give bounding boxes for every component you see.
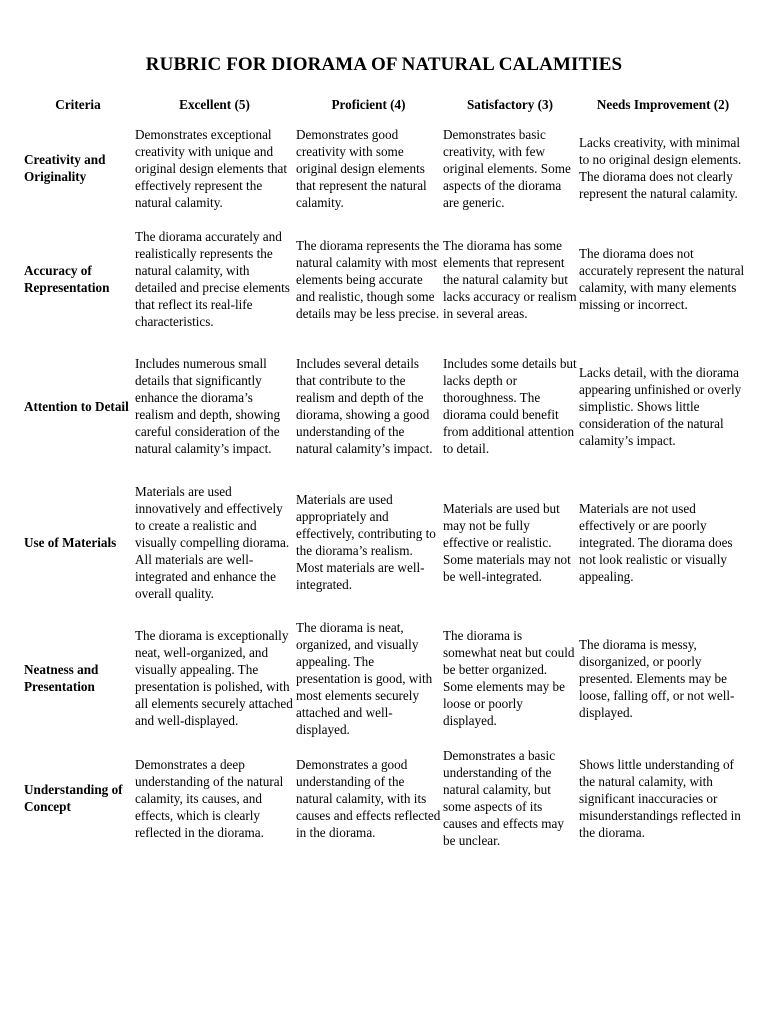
header-proficient: Proficient (4) [331, 96, 406, 112]
table-row [22, 116, 748, 220]
excellent-cell: Materials are used innovatively and effectively to create a realistic and visually compelling diorama. All materials are well-integrated and enhance the overall quality. [135, 483, 290, 601]
proficient-cell: Demonstrates good creativity with some original design elements that represent the natural calamity. [296, 126, 427, 210]
satisfactory-cell: Demonstrates a basic understanding of the natural calamity, but some aspects of its causes and effects may be unclear. [443, 748, 564, 848]
excellent-cell: Demonstrates exceptional creativity with unique and original design elements that effectively represent the natural calamity. [135, 126, 287, 210]
header-excellent: Excellent (5) [179, 96, 250, 112]
table-row [22, 746, 748, 850]
needs-improvement-cell: The diorama does not accurately represent the natural calamity, with many elements missing or incorrect. [579, 246, 745, 312]
header-needs-improvement: Needs Improvement (2) [596, 96, 730, 112]
needs-improvement-cell: Lacks detail, with the diorama appearing unfinished or overly simplistic. Shows little consideration of the natural calamity’s impact. [579, 364, 742, 448]
criteria-cell: Attention to Detail [24, 398, 129, 414]
satisfactory-cell: Demonstrates basic creativity, with few original elements. Some aspects of the diorama are generic. [443, 126, 571, 210]
proficient-cell: Demonstrates a good understanding of the natural calamity, with its causes and effects reflected in the diorama. [296, 756, 441, 840]
table-row [22, 474, 748, 610]
criteria-cell: Neatness and Presentation [24, 662, 99, 694]
excellent-cell: Includes numerous small details that significantly enhance the diorama’s realism and depth, showing careful consideration of the natural calamity’s impact. [135, 356, 281, 456]
table-row [22, 220, 748, 338]
excellent-cell: The diorama is exceptionally neat, well-organized, and visually appealing. The presentation is polished, with all elements securely attached and well-displayed. [135, 628, 293, 728]
excellent-cell: The diorama accurately and realistically represents the natural calamity, with detailed and precise elements that reflect its real-life characteristics. [135, 229, 290, 329]
needs-improvement-cell: Lacks creativity, with minimal to no original design elements. The diorama does not clearly represent the natural calamity. [579, 135, 742, 201]
criteria-cell: Creativity and Originality [24, 152, 106, 184]
proficient-cell: Materials are used appropriately and effectively, contributing to the diorama’s realism. Most materials are well-integrated. [296, 492, 436, 592]
satisfactory-cell: Materials are used but may not be fully effective or realistic. Some materials may not be well-integrated. [443, 500, 571, 584]
rubric-table [22, 92, 748, 850]
satisfactory-cell: Includes some details but lacks depth or thoroughness. The diorama could benefit from additional attention to detail. [443, 356, 577, 456]
criteria-cell: Use of Materials [24, 534, 117, 550]
needs-improvement-cell: Materials are not used effectively or are poorly integrated. The diorama does not look realistic or visually appealing. [579, 500, 733, 584]
satisfactory-cell: The diorama has some elements that represent the natural calamity but lacks accuracy or realism in several areas. [443, 237, 577, 321]
proficient-cell: Includes several details that contribute to the realism and depth of the diorama, showing a good understanding of the natural calamity’s impact. [296, 356, 433, 456]
needs-improvement-cell: The diorama is messy, disorganized, or poorly presented. Elements may be loose, falling off, or not well-displayed. [579, 636, 735, 720]
criteria-cell: Accuracy of Representation [24, 263, 110, 295]
header-criteria: Criteria [55, 96, 101, 112]
header-row [22, 92, 748, 116]
criteria-cell: Understanding of Concept [24, 782, 123, 814]
table-row [22, 338, 748, 474]
satisfactory-cell: The diorama is somewhat neat but could be better organized. Some elements may be loose or poorly displayed. [443, 628, 575, 728]
document-title: RUBRIC FOR DIORAMA OF NATURAL CALAMITIES [145, 54, 623, 75]
proficient-cell: The diorama represents the natural calamity with most elements being accurate and realistic, though some details may be less precise. [296, 237, 440, 321]
proficient-cell: The diorama is neat, organized, and visually appealing. The presentation is good, with most elements securely attached and well-displayed. [296, 619, 433, 737]
excellent-cell: Demonstrates a deep understanding of the natural calamity, its causes, and effects, which is clearly reflected in the diorama. [135, 756, 284, 840]
needs-improvement-cell: Shows little understanding of the natural calamity, with significant inaccuracies or misunderstandings reflected in the diorama. [579, 756, 741, 840]
table-row [22, 610, 748, 746]
header-satisfactory: Satisfactory (3) [466, 96, 554, 112]
